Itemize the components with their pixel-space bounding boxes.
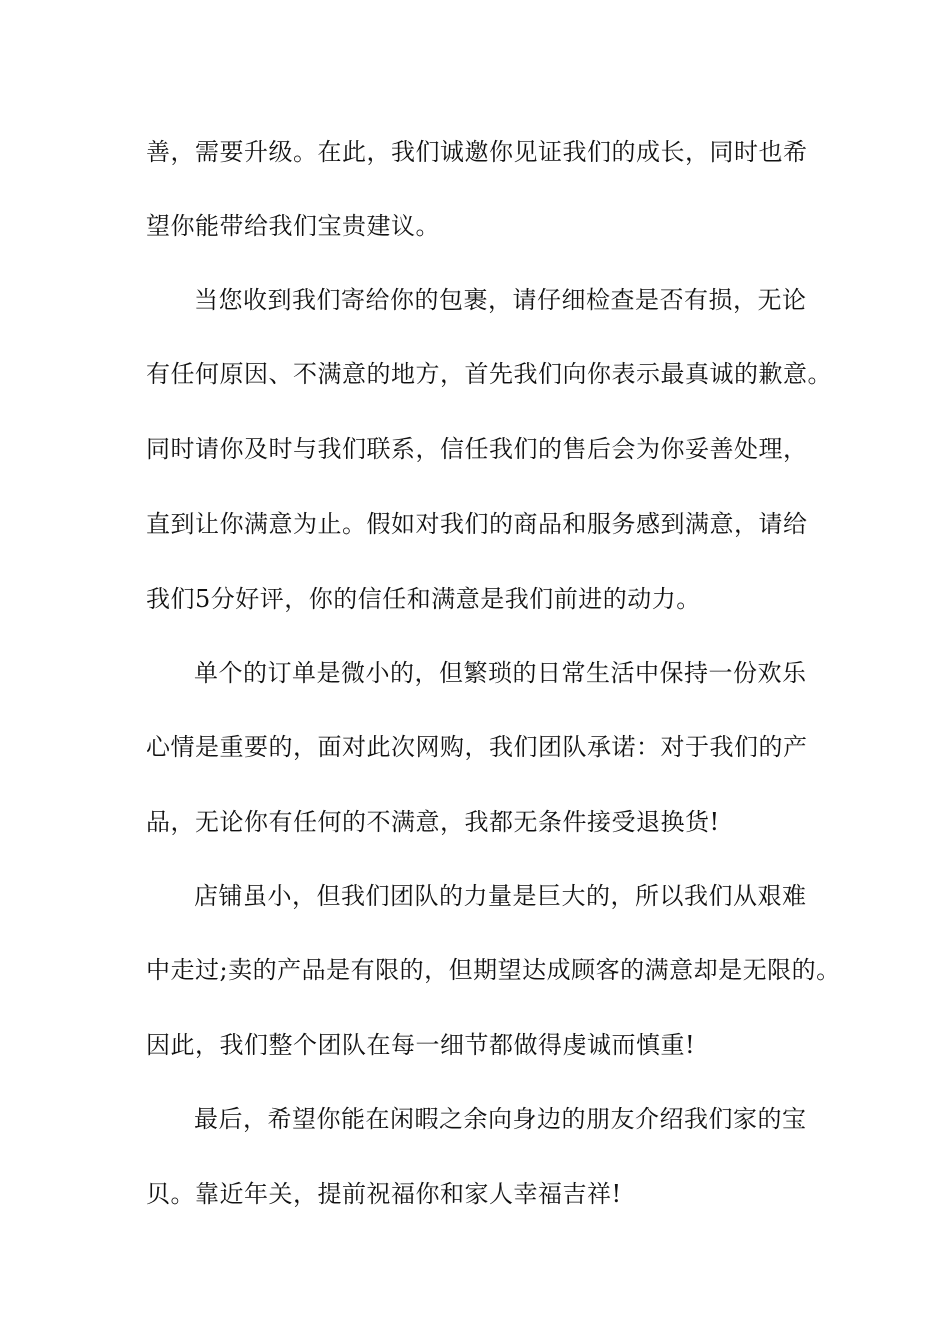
text-line: 品，无论你有任何的不满意，我都无条件接受退换货! (146, 808, 720, 836)
text-line: 贝。靠近年关，提前祝福你和家人幸福吉祥! (146, 1180, 622, 1208)
text-line: 望你能带给我们宝贵建议。 (146, 212, 440, 240)
text-line: 心情是重要的，面对此次网购，我们团队承诺：对于我们的产 (146, 733, 808, 761)
text-line: 同时请你及时与我们联系，信任我们的售后会为你妥善处理， (146, 435, 808, 463)
paragraph-first-line: 最后，希望你能在闲暇之余向身边的朋友介绍我们家的宝 (194, 1105, 807, 1133)
text-line: 善，需要升级。在此，我们诚邀你见证我们的成长，同时也希 (146, 138, 808, 166)
text-line: 因此，我们整个团队在每一细节都做得虔诚而慎重! (146, 1031, 696, 1059)
paragraph-first-line: 当您收到我们寄给你的包裹，请仔细检查是否有损，无论 (194, 286, 807, 314)
text-line: 中走过;卖的产品是有限的，但期望达成顾客的满意却是无限的。 (146, 956, 841, 984)
paragraph-first-line: 单个的订单是微小的，但繁琐的日常生活中保持一份欢乐 (194, 659, 807, 687)
text-line: 直到让你满意为止。假如对我们的商品和服务感到满意，请给 (146, 510, 808, 538)
paragraph-first-line: 店铺虽小，但我们团队的力量是巨大的，所以我们从艰难 (194, 882, 807, 910)
text-line: 有任何原因、不满意的地方，首先我们向你表示最真诚的歉意。 (146, 360, 832, 388)
text-line: 我们5分好评，你的信任和满意是我们前进的动力。 (146, 585, 701, 613)
